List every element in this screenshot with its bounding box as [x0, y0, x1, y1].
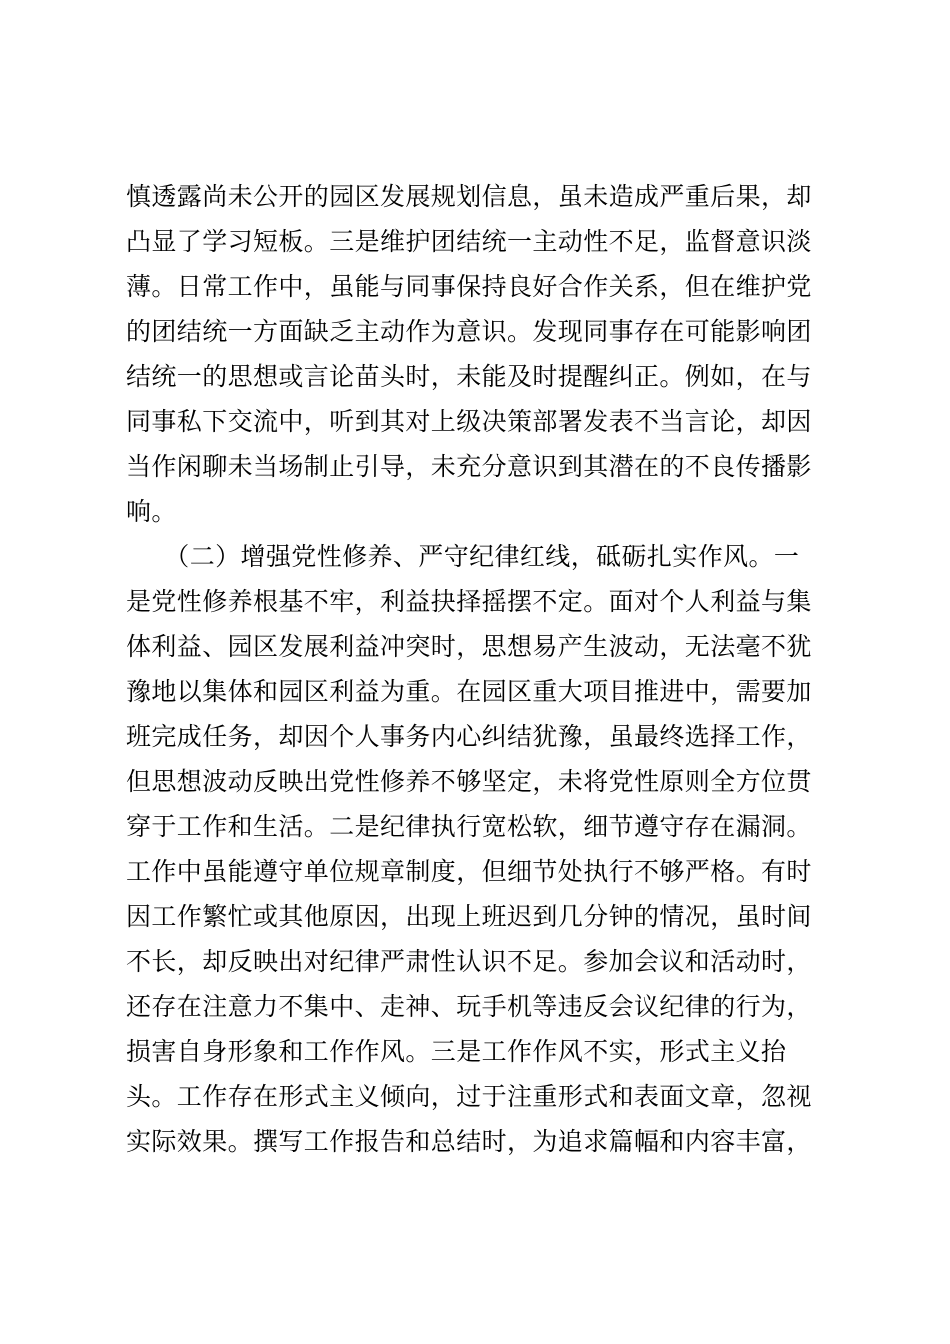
text-line: 体利益、园区发展利益冲突时，思想易产生波动，无法毫不犹: [126, 632, 812, 661]
text-line: 实际效果。撰写工作报告和总结时，为追求篇幅和内容丰富，: [126, 1127, 812, 1156]
text-line: 薄。日常工作中，虽能与同事保持良好合作关系，但在维护党: [126, 272, 812, 301]
text-line: 班完成任务，却因个人事务内心纠结犹豫，虽最终选择工作，: [126, 722, 812, 751]
text-line: 响。: [126, 497, 177, 526]
text-line: 豫地以集体和园区利益为重。在园区重大项目推进中，需要加: [126, 677, 812, 706]
text-line: 还存在注意力不集中、走神、玩手机等违反会议纪律的行为，: [126, 992, 812, 1021]
text-line: 损害自身形象和工作作风。三是工作作风不实，形式主义抬: [126, 1037, 787, 1066]
text-line: 穿于工作和生活。二是纪律执行宽松软，细节遵守存在漏洞。: [126, 812, 812, 841]
text-line: 凸显了学习短板。三是维护团结统一主动性不足，监督意识淡: [126, 227, 812, 256]
section-heading-line: （二）增强党性修养、严守纪律红线，砥砺扎实作风。一: [126, 542, 800, 571]
text-line: 不长，却反映出对纪律严肃性认识不足。参加会议和活动时，: [126, 947, 812, 976]
text-line: 结统一的思想或言论苗头时，未能及时提醒纠正。例如，在与: [126, 362, 812, 391]
text-line: 的团结统一方面缺乏主动作为意识。发现同事存在可能影响团: [126, 317, 812, 346]
body-text: [126, 174, 826, 1164]
text-line: 但思想波动反映出党性修养不够坚定，未将党性原则全方位贯: [126, 767, 812, 796]
text-line: 慎透露尚未公开的园区发展规划信息，虽未造成严重后果，却: [126, 182, 812, 211]
text-line: 因工作繁忙或其他原因，出现上班迟到几分钟的情况，虽时间: [126, 902, 812, 931]
text-line: 工作中虽能遵守单位规章制度，但细节处执行不够严格。有时: [126, 857, 812, 886]
text-line: 当作闲聊未当场制止引导，未充分意识到其潜在的不良传播影: [126, 452, 812, 481]
text-line: 是党性修养根基不牢，利益抉择摇摆不定。面对个人利益与集: [126, 587, 812, 616]
text-line: 同事私下交流中，听到其对上级决策部署发表不当言论，却因: [126, 407, 812, 436]
text-line: 头。工作存在形式主义倾向，过于注重形式和表面文章，忽视: [126, 1082, 812, 1111]
